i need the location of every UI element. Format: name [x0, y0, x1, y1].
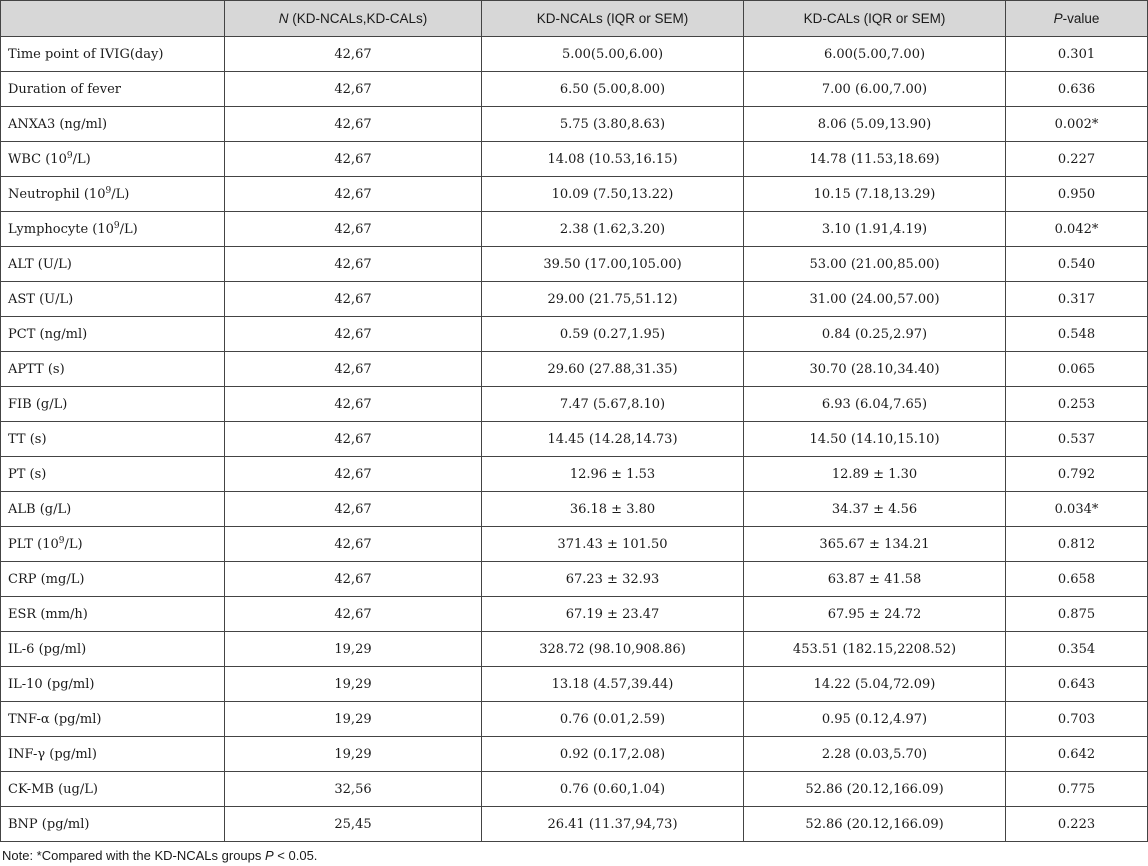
row-label-unit: /L): [119, 221, 138, 237]
p-value-cell: 0.042*: [1006, 212, 1148, 247]
kd-ncals-cell: 67.19 ± 23.47: [482, 597, 744, 632]
row-label: [1, 772, 225, 807]
kd-cals-cell: 52.86 (20.12,166.09): [744, 772, 1006, 807]
table-row: [1, 142, 1148, 177]
row-label-text: CK-MB (ug/L): [8, 781, 98, 797]
kd-cals-cell: 30.70 (28.10,34.40): [744, 352, 1006, 387]
kd-cals-cell: 3.10 (1.91,4.19): [744, 212, 1006, 247]
kd-ncals-cell: 14.45 (14.28,14.73): [482, 422, 744, 457]
row-label-text: ALT (U/L): [8, 256, 72, 272]
row-label: [1, 317, 225, 352]
p-value-cell: 0.540: [1006, 247, 1148, 282]
table-row: [1, 72, 1148, 107]
row-label: [1, 632, 225, 667]
row-label: [1, 72, 225, 107]
p-value-cell: 0.703: [1006, 702, 1148, 737]
kd-cals-cell: 7.00 (6.00,7.00): [744, 72, 1006, 107]
kd-cals-cell: 8.06 (5.09,13.90): [744, 107, 1006, 142]
kd-ncals-cell: 328.72 (98.10,908.86): [482, 632, 744, 667]
row-label-text: Neutrophil (10: [8, 186, 106, 202]
kd-ncals-cell: 26.41 (11.37,94,73): [482, 807, 744, 842]
kd-cals-cell: 6.93 (6.04,7.65): [744, 387, 1006, 422]
kd-ncals-cell: 13.18 (4.57,39.44): [482, 667, 744, 702]
p-value-cell: 0.223: [1006, 807, 1148, 842]
table-row: [1, 562, 1148, 597]
p-value-cell: 0.301: [1006, 37, 1148, 72]
kd-ncals-cell: 29.60 (27.88,31.35): [482, 352, 744, 387]
n-cell: 19,29: [225, 702, 482, 737]
row-label-superscript: 9: [66, 150, 73, 161]
kd-ncals-cell: 29.00 (21.75,51.12): [482, 282, 744, 317]
table-row: [1, 492, 1148, 527]
row-label-text: APTT (s): [8, 361, 65, 377]
header-row: [1, 1, 1148, 37]
kd-ncals-cell: 5.00(5.00,6.00): [482, 37, 744, 72]
n-cell: 42,67: [225, 562, 482, 597]
kd-cals-cell: 63.87 ± 41.58: [744, 562, 1006, 597]
row-label-superscript: 9: [105, 185, 112, 196]
kd-ncals-cell: 36.18 ± 3.80: [482, 492, 744, 527]
header-n-italic: N: [278, 11, 289, 26]
n-cell: 42,67: [225, 527, 482, 562]
row-label: [1, 37, 225, 72]
n-cell: 42,67: [225, 352, 482, 387]
table-row: [1, 352, 1148, 387]
row-label-text: PT (s): [8, 466, 47, 482]
n-cell: 42,67: [225, 177, 482, 212]
note-prefix: Note: *Compared with the KD-NCALs groups: [2, 848, 266, 863]
row-label: [1, 527, 225, 562]
kd-ncals-cell: 10.09 (7.50,13.22): [482, 177, 744, 212]
kd-ncals-cell: 0.59 (0.27,1.95): [482, 317, 744, 352]
n-cell: 42,67: [225, 317, 482, 352]
p-value-cell: 0.812: [1006, 527, 1148, 562]
row-label-superscript: 9: [58, 535, 65, 546]
p-value-cell: 0.317: [1006, 282, 1148, 317]
kd-cals-cell: 34.37 ± 4.56: [744, 492, 1006, 527]
row-label-text: FIB (g/L): [8, 396, 68, 412]
table-row: [1, 247, 1148, 282]
note-p-italic: P: [265, 848, 274, 863]
n-cell: 19,29: [225, 737, 482, 772]
p-value-cell: 0.950: [1006, 177, 1148, 212]
kd-cals-cell: 0.95 (0.12,4.97): [744, 702, 1006, 737]
table-row: [1, 632, 1148, 667]
row-label: [1, 107, 225, 142]
row-label-text: PCT (ng/ml): [8, 326, 88, 342]
kd-cals-cell: 31.00 (24.00,57.00): [744, 282, 1006, 317]
row-label-text: Time point of IVIG(day): [8, 46, 164, 62]
n-cell: 25,45: [225, 807, 482, 842]
table-row: [1, 387, 1148, 422]
p-value-cell: 0.792: [1006, 457, 1148, 492]
table-row: [1, 702, 1148, 737]
kd-cals-cell: 365.67 ± 134.21: [744, 527, 1006, 562]
row-label: [1, 492, 225, 527]
kd-ncals-cell: 0.92 (0.17,2.08): [482, 737, 744, 772]
table-row: [1, 457, 1148, 492]
kd-cals-cell: 52.86 (20.12,166.09): [744, 807, 1006, 842]
row-label-text: BNP (pg/ml): [8, 816, 90, 832]
n-cell: 42,67: [225, 212, 482, 247]
p-value-cell: 0.643: [1006, 667, 1148, 702]
row-label: [1, 352, 225, 387]
row-label-text: ESR (mm/h): [8, 606, 88, 622]
row-label-text: CRP (mg/L): [8, 571, 85, 587]
n-cell: 42,67: [225, 422, 482, 457]
kd-cals-cell: 2.28 (0.03,5.70): [744, 737, 1006, 772]
row-label-text: Duration of fever: [8, 81, 122, 97]
kd-cals-cell: 14.50 (14.10,15.10): [744, 422, 1006, 457]
n-cell: 19,29: [225, 667, 482, 702]
kd-ncals-cell: 2.38 (1.62,3.20): [482, 212, 744, 247]
n-cell: 42,67: [225, 457, 482, 492]
table-body: [1, 37, 1148, 842]
table-row: [1, 737, 1148, 772]
row-label: [1, 457, 225, 492]
table-row: [1, 107, 1148, 142]
row-label: [1, 597, 225, 632]
n-cell: 42,67: [225, 282, 482, 317]
row-label: [1, 737, 225, 772]
kd-cals-cell: 6.00(5.00,7.00): [744, 37, 1006, 72]
n-cell: 42,67: [225, 72, 482, 107]
header-kd-ncals: KD-NCALs (IQR or SEM): [482, 1, 744, 37]
table-row: [1, 772, 1148, 807]
row-label-text: AST (U/L): [8, 291, 74, 307]
note-suffix: < 0.05.: [273, 848, 318, 863]
row-label-text: INF-γ (pg/ml): [8, 746, 97, 762]
header-variable: [1, 1, 225, 37]
kd-ncals-cell: 12.96 ± 1.53: [482, 457, 744, 492]
table-note: [2, 848, 317, 863]
row-label: [1, 562, 225, 597]
table-row: [1, 282, 1148, 317]
kd-cals-cell: 10.15 (7.18,13.29): [744, 177, 1006, 212]
header-p-italic: P: [1053, 11, 1063, 26]
row-label-text: TNF-α (pg/ml): [8, 711, 102, 727]
table-row: [1, 807, 1148, 842]
row-label-text: IL-10 (pg/ml): [8, 676, 95, 692]
kd-cals-cell: 67.95 ± 24.72: [744, 597, 1006, 632]
kd-ncals-cell: 67.23 ± 32.93: [482, 562, 744, 597]
kd-cals-cell: 14.22 (5.04,72.09): [744, 667, 1006, 702]
n-cell: 32,56: [225, 772, 482, 807]
kd-ncals-cell: 6.50 (5.00,8.00): [482, 72, 744, 107]
kd-cals-cell: 453.51 (182.15,2208.52): [744, 632, 1006, 667]
kd-cals-cell: 12.89 ± 1.30: [744, 457, 1006, 492]
table-row: [1, 422, 1148, 457]
p-value-cell: 0.548: [1006, 317, 1148, 352]
table-row: [1, 177, 1148, 212]
p-value-cell: 0.636: [1006, 72, 1148, 107]
kd-cals-cell: 53.00 (21.00,85.00): [744, 247, 1006, 282]
table-row: [1, 527, 1148, 562]
row-label: [1, 142, 225, 177]
p-value-cell: 0.227: [1006, 142, 1148, 177]
kd-ncals-cell: 5.75 (3.80,8.63): [482, 107, 744, 142]
header-n-rest: (KD-NCALs,KD-CALs): [288, 11, 428, 26]
row-label: [1, 247, 225, 282]
kd-ncals-cell: 0.76 (0.60,1.04): [482, 772, 744, 807]
p-value-cell: 0.537: [1006, 422, 1148, 457]
p-value-cell: 0.658: [1006, 562, 1148, 597]
kd-ncals-cell: 7.47 (5.67,8.10): [482, 387, 744, 422]
kd-cals-cell: 0.84 (0.25,2.97): [744, 317, 1006, 352]
kd-cals-cell: 14.78 (11.53,18.69): [744, 142, 1006, 177]
n-cell: 42,67: [225, 107, 482, 142]
n-cell: 42,67: [225, 142, 482, 177]
row-label-unit: /L): [111, 186, 130, 202]
table-row: [1, 37, 1148, 72]
p-value-cell: 0.253: [1006, 387, 1148, 422]
p-value-cell: 0.354: [1006, 632, 1148, 667]
row-label: [1, 422, 225, 457]
kd-ncals-cell: 14.08 (10.53,16.15): [482, 142, 744, 177]
row-label: [1, 282, 225, 317]
row-label-text: ALB (g/L): [8, 501, 72, 517]
row-label-text: IL-6 (pg/ml): [8, 641, 87, 657]
row-label-text: Lymphocyte (10: [8, 221, 114, 237]
p-value-cell: 0.875: [1006, 597, 1148, 632]
row-label: [1, 177, 225, 212]
n-cell: 42,67: [225, 387, 482, 422]
p-value-cell: 0.775: [1006, 772, 1148, 807]
row-label: [1, 387, 225, 422]
row-label-text: ANXA3 (ng/ml): [8, 116, 108, 132]
row-label-text: WBC (10: [8, 151, 67, 167]
table-row: [1, 597, 1148, 632]
row-label: [1, 702, 225, 737]
n-cell: 42,67: [225, 37, 482, 72]
row-label-superscript: 9: [113, 220, 120, 231]
row-label-unit: /L): [64, 536, 83, 552]
kd-ncals-cell: 39.50 (17.00,105.00): [482, 247, 744, 282]
p-value-cell: 0.002*: [1006, 107, 1148, 142]
header-p-rest: -value: [1062, 11, 1100, 26]
header-n: [225, 1, 482, 37]
table-row: [1, 667, 1148, 702]
table-row: [1, 317, 1148, 352]
n-cell: 42,67: [225, 597, 482, 632]
table-row: [1, 212, 1148, 247]
row-label: [1, 212, 225, 247]
n-cell: 19,29: [225, 632, 482, 667]
n-cell: 42,67: [225, 247, 482, 282]
row-label: [1, 667, 225, 702]
p-value-cell: 0.034*: [1006, 492, 1148, 527]
kd-ncals-cell: 0.76 (0.01,2.59): [482, 702, 744, 737]
n-cell: 42,67: [225, 492, 482, 527]
row-label: [1, 807, 225, 842]
row-label-unit: /L): [72, 151, 91, 167]
row-label-text: TT (s): [8, 431, 47, 447]
header-kd-cals: KD-CALs (IQR or SEM): [744, 1, 1006, 37]
p-value-cell: 0.065: [1006, 352, 1148, 387]
kd-ncals-cell: 371.43 ± 101.50: [482, 527, 744, 562]
row-label-text: PLT (10: [8, 536, 59, 552]
header-p-value: [1006, 1, 1148, 37]
p-value-cell: 0.642: [1006, 737, 1148, 772]
